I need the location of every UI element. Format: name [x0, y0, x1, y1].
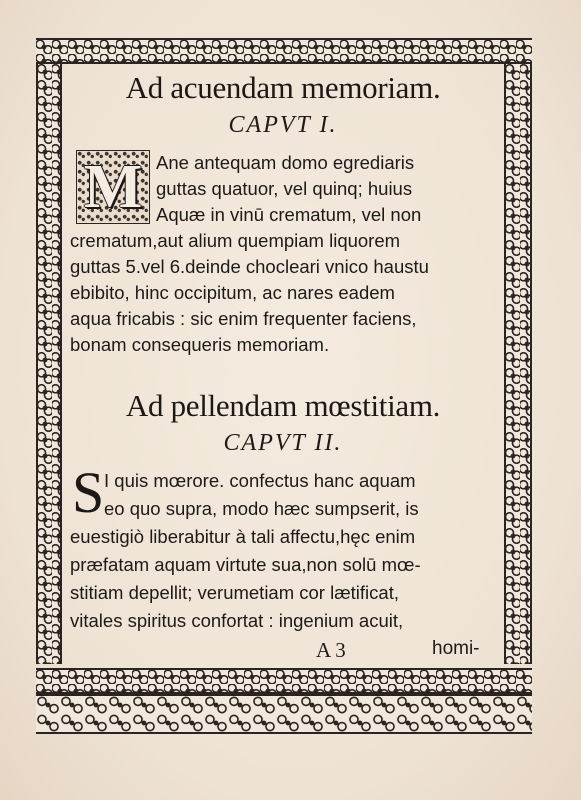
chapter1-line-5: guttas 5.vel 6.deinde chocleari vnico haustu [70, 256, 429, 277]
chapter2-line-3: euestigiò liberabitur à tali affectu,hęc enim [70, 526, 416, 547]
chapter2-line-6: vitales spiritus confortat : ingenium acuit, [70, 610, 404, 631]
chapter1-line-7: aqua fricabis : sic enim frequenter faciens, [70, 308, 417, 329]
left-ornamental-border [36, 64, 62, 664]
chapter1-line-4: crematum,aut alium quempiam liquorem [70, 230, 401, 251]
initial-letter-s: S [72, 460, 105, 525]
bottom-ornamental-border [36, 668, 532, 694]
chapter1-line-2: guttas quatuor, vel quinq; huius [156, 178, 413, 199]
chapter1-line-6: ebibito, hinc occipitum, ac nares eadem [70, 282, 395, 303]
top-ornamental-border [36, 38, 532, 64]
chapter2-line-4: præfatam aquam virtute sua,non solū mœ- [70, 554, 421, 575]
bottom-ornamental-frieze [36, 694, 532, 734]
chapter1-heading: Ad acuendam memoriam. [125, 70, 441, 105]
right-ornamental-border [504, 64, 532, 664]
catchword: homi- [432, 638, 480, 659]
initial-letter: M [83, 153, 143, 221]
chapter1-line-1: Ane antequam domo egrediaris [156, 152, 415, 173]
chapter2-line-2: eo quo supra, modo hæc sumpserit, is [104, 498, 419, 519]
chapter1-line-8: bonam consequeris memoriam. [70, 334, 330, 355]
chapter2-caput: CAPVT II. [223, 430, 343, 456]
chapter1-caput: CAPVT I. [228, 112, 338, 138]
signature-mark: A 3 [316, 638, 346, 662]
chapter1-line-3: Aquæ in vinū crematum, vel non [156, 204, 422, 225]
chapter2-line-5: stitiam depellit; verumetiam cor lætificat, [70, 582, 399, 603]
chapter2-line-1: I quis mœrore. confectus hanc aquam [104, 470, 416, 491]
decorated-initial-m [76, 150, 150, 224]
chapter2-heading: Ad pellendam mœstitiam. [125, 388, 441, 423]
